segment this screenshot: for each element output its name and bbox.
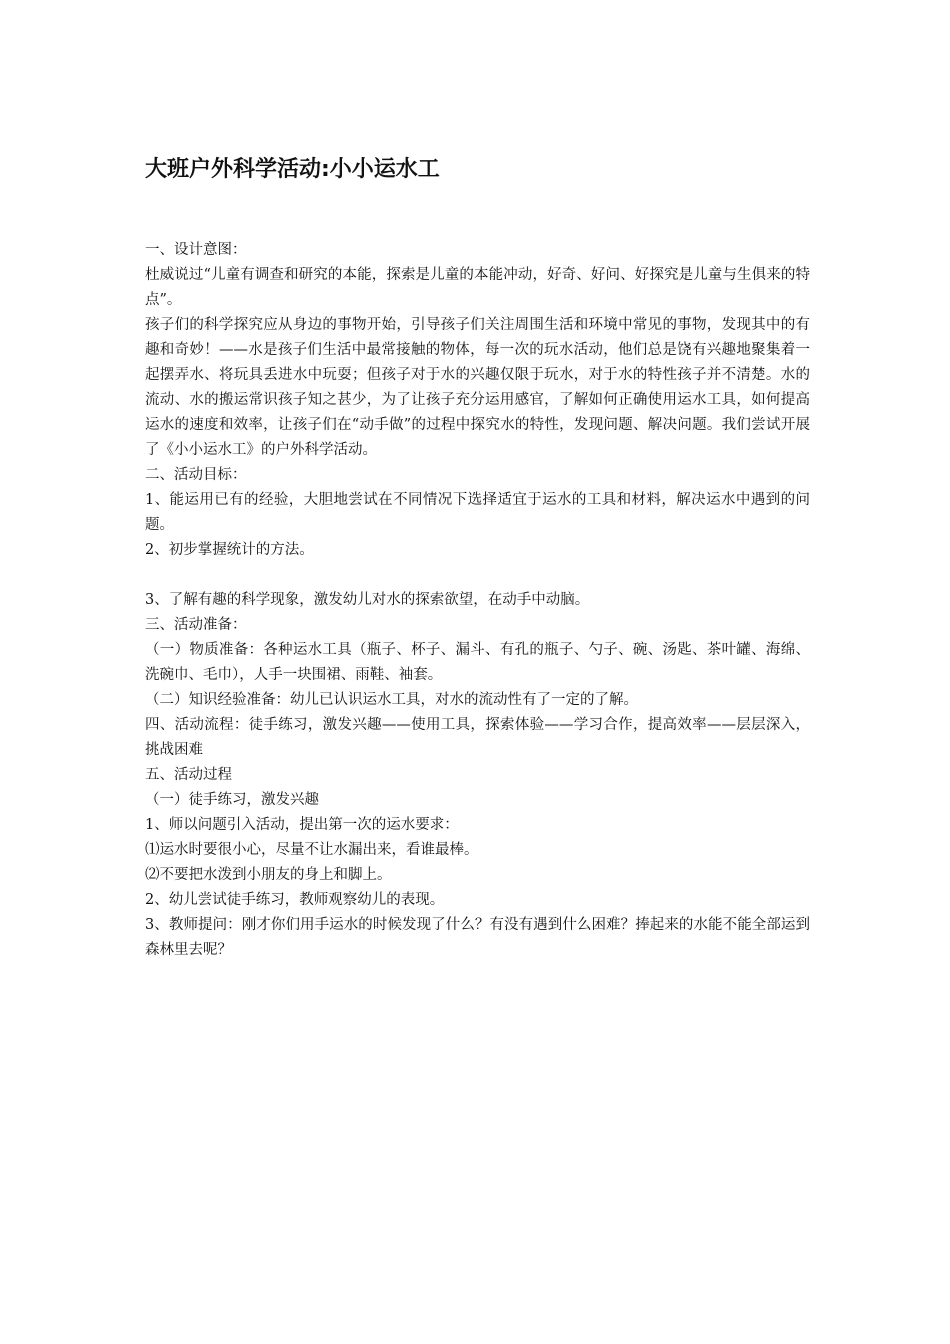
section-heading-process: 五、活动过程 [145, 767, 232, 783]
process-requirement-1: ⑴运水时要很小心，尽量不让水漏出来，看谁最棒。 [145, 842, 479, 858]
process-step-3: 3、教师提问：刚才你们用手运水的时候发现了什么？有没有遇到什么困难？捧起来的水能不能全部运到森林里去呢？ [145, 917, 810, 958]
document-body [145, 238, 810, 963]
section-heading-design-intent: 一、设计意图： [145, 242, 247, 258]
goal-item-1: 1、能运用已有的经验，大胆地尝试在不同情况下选择适宜于运水的工具和材料，解决运水中遇到的问题。 [145, 492, 810, 533]
document-page [145, 150, 810, 963]
document-title: 大班户外科学活动:小小运水工 [145, 157, 440, 182]
section-heading-goals: 二、活动目标： [145, 467, 247, 483]
section-heading-flow: 四、活动流程：徒手练习，激发兴趣——使用工具，探索体验——学习合作，提高效率——层层深入，挑战困难 [145, 717, 810, 758]
process-requirement-2: ⑵不要把水泼到小朋友的身上和脚上。 [145, 867, 392, 883]
paragraph-design-rationale: 孩子们的科学探究应从身边的事物开始，引导孩子们关注周围生活和环境中常见的事物，发现其中的有趣和奇妙！——水是孩子们生活中最常接触的物体，每一次的玩水活动，他们总是饶有兴趣地聚集着一起摆弄水、将玩具丢进水中玩耍；但孩子对于水的兴趣仅限于玩水，对于水的特性孩子并不清楚。水的流动、水的搬运常识孩子知之甚少，为了让孩子充分运用感官，了解如何正确使用运水工具，如何提高运水的速度和效率，让孩子们在“动手做”的过程中探究水的特性，发现问题、解决问题。我们尝试开展了《小小运水工》的户外科学活动。 [145, 317, 810, 458]
process-step-1: 1、师以问题引入活动，提出第一次的运水要求： [145, 817, 459, 833]
preparation-materials: （一）物质准备：各种运水工具（瓶子、杯子、漏斗、有孔的瓶子、勺子、碗、汤匙、茶叶罐、海绵、洗碗巾、毛巾），人手一块围裙、雨鞋、袖套。 [145, 642, 810, 683]
subsection-heading-bare-hand: （一）徒手练习，激发兴趣 [145, 792, 319, 808]
paragraph-dewey-quote: 杜威说过“儿童有调查和研究的本能，探索是儿童的本能冲动，好奇、好问、好探究是儿童与生俱来的特点”。 [145, 267, 810, 308]
section-heading-preparation: 三、活动准备： [145, 617, 247, 633]
goal-item-2: 2、初步掌握统计的方法。 [145, 542, 314, 558]
process-step-2: 2、幼儿尝试徒手练习，教师观察幼儿的表现。 [145, 892, 445, 908]
preparation-knowledge: （二）知识经验准备：幼儿已认识运水工具，对水的流动性有了一定的了解。 [145, 692, 638, 708]
goal-item-3: 3、了解有趣的科学现象，激发幼儿对水的探索欲望，在动手中动脑。 [145, 592, 590, 608]
